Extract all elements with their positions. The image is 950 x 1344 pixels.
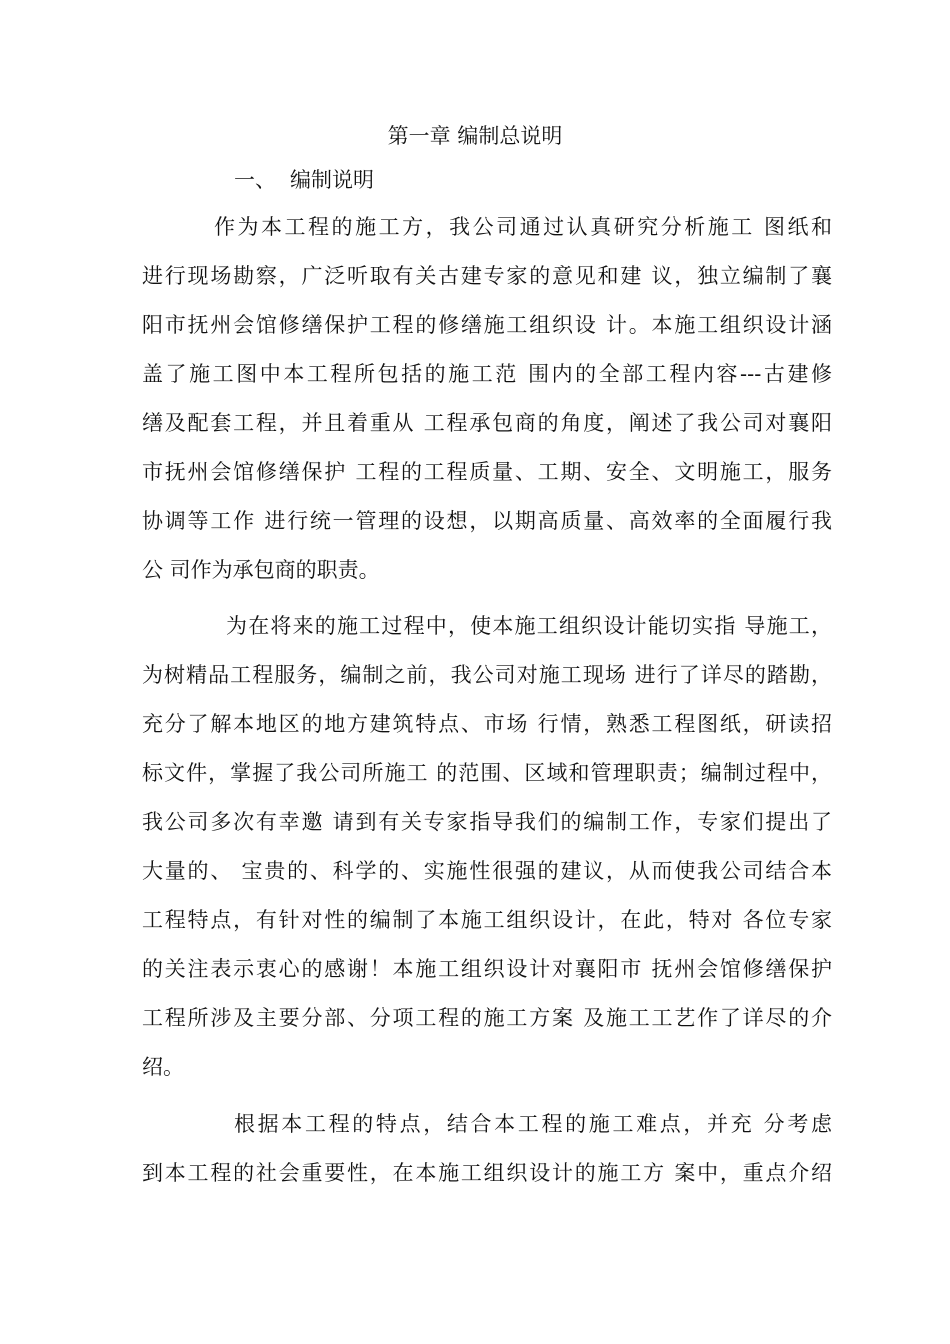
chapter-title: 第一章 编制总说明 [387, 124, 563, 148]
section-number: 一、 [234, 168, 276, 192]
section-title: 编制说明 [290, 168, 374, 192]
paragraph-line: 我公司多次有幸邀 请到有关专家指导我们的编制工作，专家们提出了 [142, 810, 832, 834]
paragraph-line: 到本工程的社会重要性，在本施工组织设计的施工方 案中，重点介绍 [142, 1161, 832, 1185]
paragraph-2 [142, 602, 832, 1092]
paragraph-line: 公 司作为承包商的职责。 [142, 558, 380, 582]
section-heading [234, 166, 374, 194]
paragraph-line: 市抚州会馆修缮保护 工程的工程质量、工期、安全、文明施工，服务 [142, 460, 832, 484]
paragraph-line: 协调等工作 进行统一管理的设想，以期高质量、高效率的全面履行我 [142, 509, 832, 533]
paragraph-line: 为树精品工程服务，编制之前，我公司对施工现场 进行了详尽的踏勘， [142, 663, 832, 687]
paragraph-line: 工程特点，有针对性的编制了本施工组织设计，在此，特对 各位专家 [142, 908, 832, 932]
paragraph-line: 绍。 [142, 1055, 184, 1079]
paragraph-line: 进行现场勘察，广泛听取有关古建专家的意见和建 议，独立编制了襄 [142, 264, 832, 288]
paragraph-1 [142, 203, 832, 595]
paragraph-3 [142, 1100, 832, 1198]
paragraph-line: 根据本工程的特点，结合本工程的施工难点，并充 分考虑 [234, 1112, 832, 1136]
paragraph-line: 作为本工程的施工方，我公司通过认真研究分析施工 图纸和 [214, 215, 832, 239]
paragraph-line: 阳市抚州会馆修缮保护工程的修缮施工组织设 计。本施工组织设计涵 [142, 313, 832, 337]
paragraph-line: 大量的、 宝贵的、科学的、实施性很强的建议，从而使我公司结合本 [142, 859, 832, 883]
paragraph-line: 的关注表示衷心的感谢！本施工组织设计对襄阳市 抚州会馆修缮保护 [142, 957, 832, 981]
paragraph-line: 标文件，掌握了我公司所施工 的范围、区域和管理职责；编制过程中， [142, 761, 832, 785]
paragraph-line: 盖了施工图中本工程所包括的施工范 围内的全部工程内容---古建修 [142, 362, 832, 386]
paragraph-line: 为在将来的施工过程中，使本施工组织设计能切实指 导施工， [226, 614, 832, 638]
paragraph-line: 充分了解本地区的地方建筑特点、市场 行情，熟悉工程图纸，研读招 [142, 712, 832, 736]
paragraph-line: 缮及配套工程，并且着重从 工程承包商的角度，阐述了我公司对襄阳 [142, 411, 832, 435]
paragraph-line: 工程所涉及主要分部、分项工程的施工方案 及施工工艺作了详尽的介 [142, 1006, 832, 1030]
